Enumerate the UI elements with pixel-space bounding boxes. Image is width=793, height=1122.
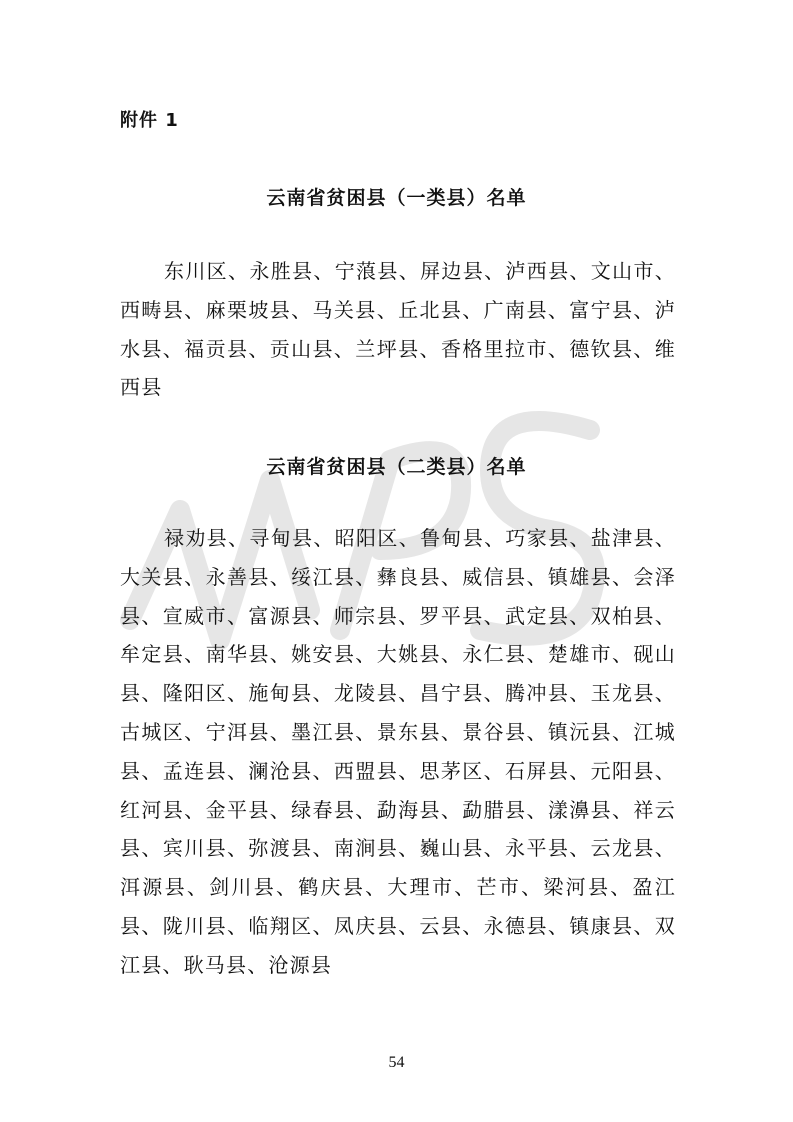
section-2-title: 云南省贫困县（二类县）名单 (266, 456, 527, 478)
section-1-county-list: 东川区、永胜县、宁蒗县、屏边县、泸西县、文山市、西畴县、麻栗坡县、马关县、丘北县、广南县、富宁县、泸水县、福贡县、贡山县、兰坪县、香格里拉市、德钦县、维西县 (120, 259, 676, 400)
section-1-title: 云南省贫困县（一类县）名单 (266, 187, 527, 209)
page-number: 54 (388, 1054, 405, 1071)
section-2-county-list: 禄劝县、寻甸县、昭阳区、鲁甸县、巧家县、盐津县、大关县、永善县、绥江县、彝良县、威信县、镇雄县、会泽县、宣威市、富源县、师宗县、罗平县、武定县、双柏县、牟定县、南华县、姚安县、大姚县、永仁县、楚雄市、砚山县、隆阳区、施甸县、龙陵县、昌宁县、腾冲县、玉龙县、古城区、宁洱县、墨江县、景东县、景谷县、镇沅县、江城县、孟连县、澜沧县、西盟县、思茅区、石屏县、元阳县、红河县、金平县、绿春县、勐海县、勐腊县、漾濞县、祥云县、宾川县、弥渡县、南涧县、巍山县、永平县、云龙县、洱源县、剑川县、鹤庆县、大理市、芒市、梁河县、盈江县、陇川县、临翔区、凤庆县、云县、永德县、镇康县、双江县、耿马县、沧源县 (120, 526, 676, 977)
attachment-label: 附件 1 (120, 110, 179, 131)
